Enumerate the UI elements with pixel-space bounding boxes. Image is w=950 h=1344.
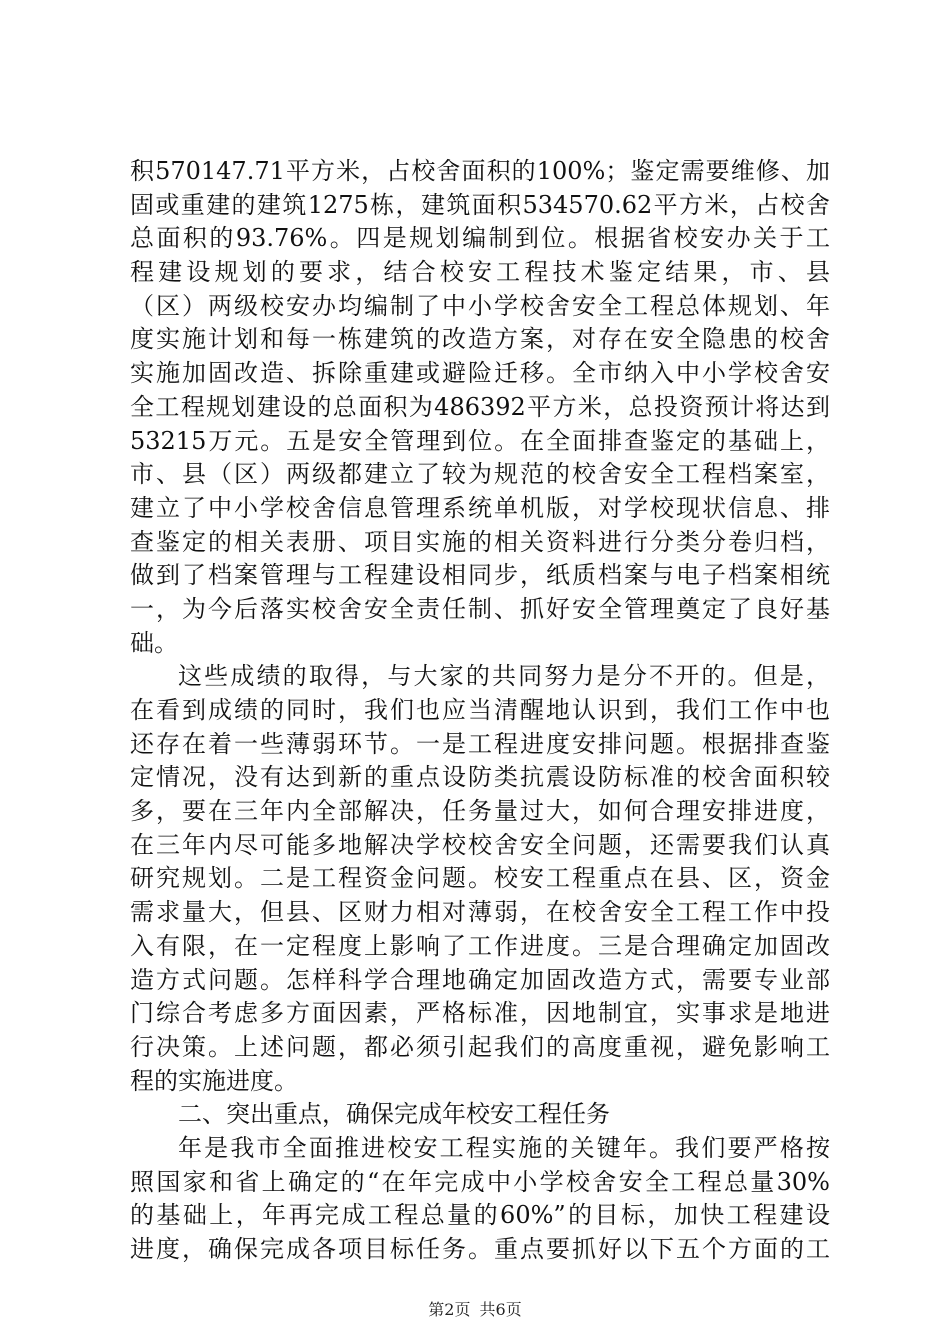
text-line: 照国家和省上确定的“在年完成中小学校舍安全工程总量30%: [130, 1167, 830, 1196]
text-line: 市、县（区）两级都建立了较为规范的校舍安全工程档案室，: [130, 460, 830, 489]
text-line: 全工程规划建设的总面积为486392平方米，总投资预计将达到: [130, 392, 830, 421]
page-total: 共6页: [479, 1300, 522, 1319]
text-line: 进度，确保完成各项目标任务。重点要抓好以下五个方面的工: [130, 1235, 830, 1263]
text-line: 度实施计划和每一栋建筑的改造方案，对存在安全隐患的校舍: [130, 325, 830, 354]
text-line: 实施加固改造、拆除重建或避险迁移。全市纳入中小学校舍安: [130, 359, 830, 388]
text-line: 入有限，在一定程度上影响了工作进度。三是合理确定加固改: [130, 931, 830, 960]
page-number: 第2页: [428, 1300, 471, 1319]
text-line: 定情况，没有达到新的重点设防类抗震设防标准的校舍面积较: [130, 763, 830, 792]
text-line: 在三年内尽可能多地解决学校校舍安全问题，还需要我们认真: [130, 830, 830, 859]
page-footer: [0, 1300, 950, 1320]
text-line: 的基础上，年再完成工程总量的60%”的目标，加快工程建设: [130, 1201, 830, 1230]
text-line: 53215万元。五是安全管理到位。在全面排查鉴定的基础上，: [130, 426, 830, 455]
text-line: 行决策。上述问题，都必须引起我们的高度重视，避免影响工: [130, 1032, 830, 1061]
text-line: 础。: [130, 628, 178, 657]
text-line: 做到了档案管理与工程建设相同步，纸质档案与电子档案相统: [130, 561, 830, 590]
text-line: 多，要在三年内全部解决，任务量过大，如何合理安排进度，: [130, 797, 830, 826]
text-line: 总面积的93.76%。四是规划编制到位。根据省校安办关于工: [130, 224, 830, 253]
body-text: [130, 155, 830, 1267]
text-line: 固或重建的建筑1275栋，建筑面积534570.62平方米，占校舍: [130, 190, 830, 219]
paragraph-start-line: 年是我市全面推进校安工程实施的关键年。我们要严格按: [178, 1133, 830, 1162]
text-line: 积570147.71平方米，占校舍面积的100%；鉴定需要维修、加: [130, 157, 830, 185]
text-line: 门综合考虑多方面因素，严格标准，因地制宜，实事求是地进: [130, 999, 830, 1028]
text-line: 程的实施进度。: [130, 1066, 298, 1095]
text-line: 造方式问题。怎样科学合理地确定加固改造方式，需要专业部: [130, 965, 830, 994]
text-line: 一，为今后落实校舍安全责任制、抓好安全管理奠定了良好基: [130, 594, 830, 623]
text-line: 研究规划。二是工程资金问题。校安工程重点在县、区，资金: [130, 864, 830, 893]
text-line: 还存在着一些薄弱环节。一是工程进度安排问题。根据排查鉴: [130, 729, 830, 758]
text-line: 程建设规划的要求，结合校安工程技术鉴定结果，市、县: [130, 258, 830, 287]
text-line: 需求量大，但县、区财力相对薄弱，在校舍安全工程工作中投: [130, 898, 830, 927]
text-line: 查鉴定的相关表册、项目实施的相关资料进行分类分卷归档，: [130, 527, 830, 556]
text-line: 在看到成绩的同时，我们也应当清醒地认识到，我们工作中也: [130, 696, 830, 724]
paragraph-start-line: 这些成绩的取得，与大家的共同努力是分不开的。但是，: [178, 662, 830, 691]
section-heading: 二、突出重点，确保完成年校安工程任务: [178, 1100, 610, 1129]
text-line: 建立了中小学校舍信息管理系统单机版，对学校现状信息、排: [130, 493, 830, 522]
text-line: （区）两级校安办均编制了中小学校舍安全工程总体规划、年: [130, 291, 830, 320]
